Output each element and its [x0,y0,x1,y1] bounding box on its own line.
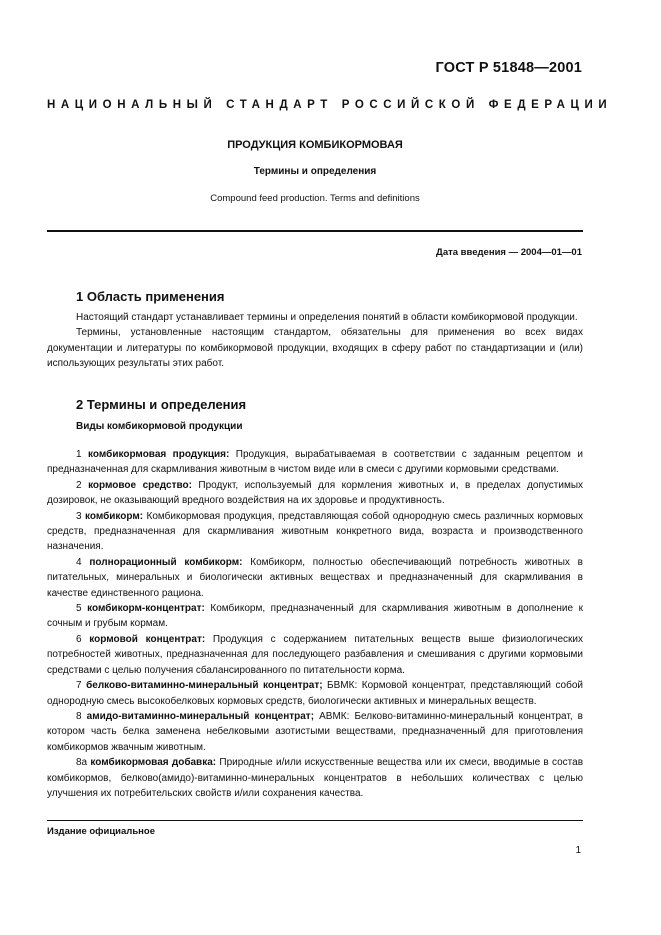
introduction-date: Дата введения — 2004—01—01 [436,247,582,258]
term-entry [47,678,583,709]
term-definition: Продукт, используемый для кормления животных и, в пределах допустимых дозировок, не оказывающий вредного воздействия на их здоровье и продуктивность. [47,479,584,507]
term-entry [47,632,583,678]
national-standard-banner: НАЦИОНАЛЬНЫЙ СТАНДАРТ РОССИЙСКОЙ ФЕДЕРАЦИИ [47,99,613,111]
term-entry [47,709,583,755]
term-entry [47,601,583,632]
english-title: Compound feed production. Terms and definitions [210,193,420,204]
term-definition: Комбикормовая продукция, представляющая собой однородную смесь различных кормовых средств, предназначенная для скармливания животным конкретного вида, возраста и производственного назначения. [47,510,583,553]
term-name: белково-витаминно-минеральный концентрат; [86,680,323,692]
term-definition: Продукция, вырабатываемая в соответствии с заданным рецептом и предназначенная для скармливания животным в чистом виде или в смеси с другими кормовыми средствами. [47,449,583,476]
term-entry [47,509,583,555]
term-name: кормовой концентрат: [89,633,206,645]
standard-number: ГОСТ Р 51848—2001 [435,60,582,76]
section-1-heading: 1 Область применения [76,289,225,304]
term-definition: Комбикорм, предназначенный для скармливания животным в дополнение к сочным и грубым кормам. [47,603,583,630]
term-entry [47,755,583,801]
section-2-subheading: Виды комбикормовой продукции [76,421,243,432]
document-subtitle: Термины и определения [253,166,377,177]
page-number: 1 [575,845,581,856]
document-title: ПРОДУКЦИЯ КОМБИКОРМОВАЯ [227,139,403,151]
terms-list [47,447,583,801]
term-entry [47,555,583,601]
term-name: полнорационный комбикорм: [89,556,243,568]
term-definition: Природные и/или искусственные вещества или их смеси, вводимые в состав комбикормов, белково(амидо)-витаминно-минеральных концентратов в небольших количествах с целью улучшения их потребительских свойств и/или сохранения качества. [47,757,584,799]
term-number: 7 [76,680,82,692]
term-name: кормовое средство: [88,479,192,491]
term-definition: АВМК: Белково-витаминно-минеральный концентрат, в котором часть белка заменена небелковыми азотистыми веществами, предназначенный для приготовления комбикормов жвачным животным. [47,710,583,753]
term-name: комбикорм-концентрат: [87,603,205,615]
term-name: комбикорм: [84,510,144,522]
term-name: комбикормовая добавка: [90,757,217,769]
term-number: 6 [76,633,82,645]
term-name: амидо-витаминно-минеральный концентрат; [86,710,315,722]
header-divider [47,230,583,232]
term-number: 3 [76,510,82,522]
section-2-heading: 2 Термины и определения [76,397,247,412]
term-entry [47,478,583,509]
term-number: 8 [76,710,82,722]
term-definition: Продукция с содержанием питательных веществ выше физиологических потребностей животных, предназначенная для последующего разбавления и смешивания с другими кормовыми средствами с целью получения сбалансированного по питательности корма. [47,633,584,676]
term-number: 8а [76,757,88,769]
section-1-body [47,310,583,372]
official-edition-label: Издание официальное [47,826,155,837]
term-definition: Комбикорм, полностью обеспечивающий потребность животных в питательных, минеральных и биологически активных веществах и предназначенный для скармливания в качестве единственного рациона. [47,556,583,599]
term-entry [47,447,583,478]
section-1-paragraph: Термины, установленные настоящим стандартом, обязательны для применения во всех видах документации и литературы по комбикормовой продукции, входящих в сферу работ по стандартизации и (или) использующих результаты этих работ. [47,327,583,370]
term-number: 1 [76,449,82,460]
section-1-paragraph: Настоящий стандарт устанавливает термины и определения понятий в области комбикормовой продукции. [76,312,578,323]
term-name: комбикормовая продукция: [88,449,230,460]
term-number: 2 [76,479,82,491]
term-number: 5 [76,603,82,615]
footer-divider [47,820,583,821]
term-definition: БВМК: Кормовой концентрат, представляющий собой однородную смесь высокобелковых кормовых средств, биологически активных и минеральных веществ. [47,680,583,707]
term-number: 4 [76,556,82,568]
